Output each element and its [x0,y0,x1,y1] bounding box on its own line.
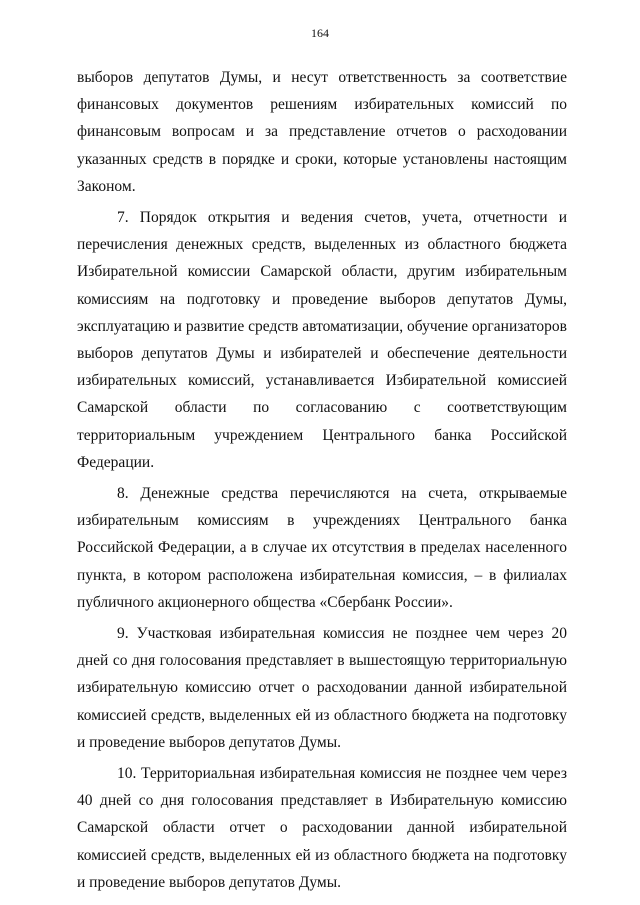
document-text [77,64,567,896]
page-number: 164 [311,26,329,40]
paragraph-continuation: выборов депутатов Думы, и несут ответственность за соответствие финансовых документов решениям избирательных комиссий по финансовым вопросам и за представление отчетов о расходовании указанных средств в порядке и сроки, которые установлены настоящим Законом. [77,69,567,195]
paragraph-item-10: 10. Территориальная избирательная комиссия не позднее чем через 40 дней со дня голосования представляет в Избирательную комиссию Самарской области отчет о расходовании данной избирательной комиссией средств, выделенных ей из областного бюджета на подготовку и проведение выборов депутатов Думы. [77,765,567,891]
paragraph-item-8: 8. Денежные средства перечисляются на счета, открываемые избирательным комиссиям в учреждениях Центрального банка Российской Федерации, а в случае их отсутствия в пределах населенного пункта, в котором расположена избирательная комиссия, – в филиалах публичного акционерного общества «Сбербанк России». [77,485,567,611]
paragraph-item-9: 9. Участковая избирательная комиссия не позднее чем через 20 дней со дня голосования представляет в вышестоящую территориальную избирательную комиссию отчет о расходовании данной избирательной комиссией средств, выделенных ей из областного бюджета на подготовку и проведение выборов депутатов Думы. [77,625,567,751]
paragraph-item-7: 7. Порядок открытия и ведения счетов, учета, отчетности и перечисления денежных средств, выделенных из областного бюджета Избирательной комиссии Самарской области, другим избирательным комиссиям на подготовку и проведение выборов депутатов Думы, эксплуатацию и развитие средств автоматизации, обучение организаторов выборов депутатов Думы и избирателей и обеспечение деятельности избирательных комиссий, устанавливается Избирательной комиссией Самарской области по согласованию с соответствующим территориальным учреждением Центрального банка Российской Федерации. [77,209,567,471]
